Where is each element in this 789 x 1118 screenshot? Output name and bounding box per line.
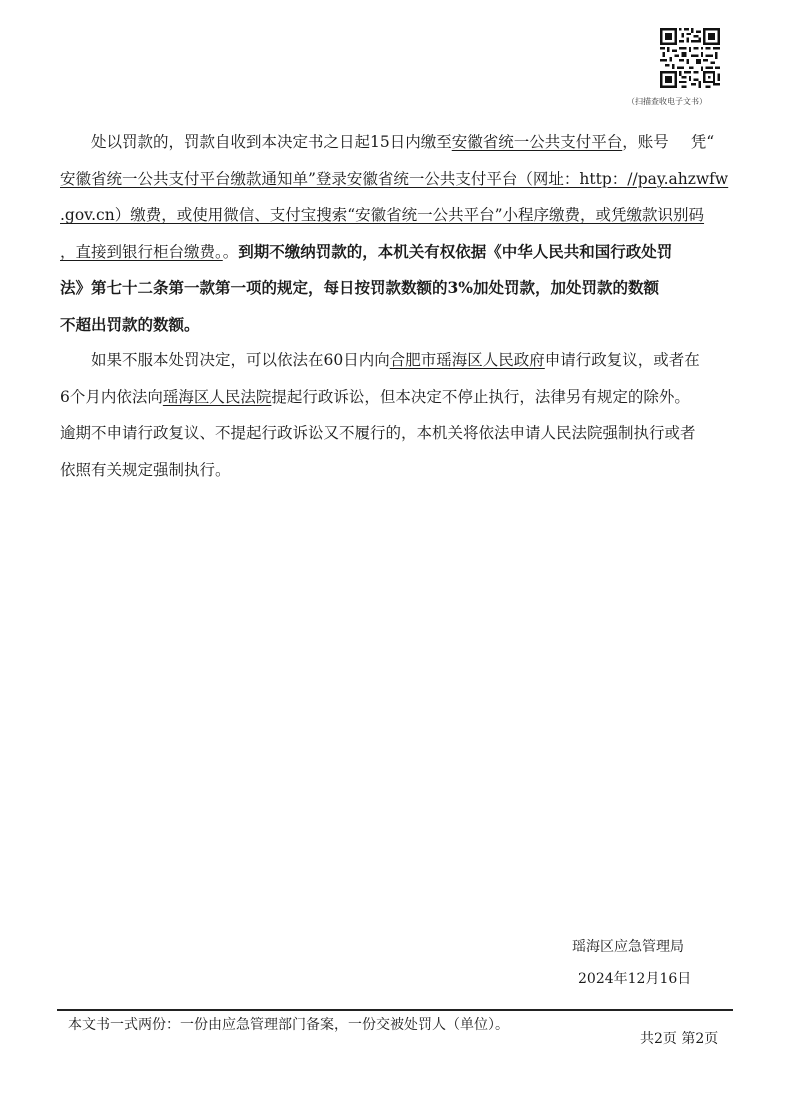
- text-segment: 申请行政复议，或者在: [544, 351, 700, 369]
- text-segment: 到期不缴纳罚款的，本机关有权依据《中华人民共和国行政处罚: [238, 241, 673, 261]
- text-segment: 凭“: [690, 133, 715, 151]
- review-authority-name: 合肥市瑶海区人民政府: [389, 351, 545, 369]
- payment-platform-name: 安徽省统一公共支付平台: [451, 133, 623, 151]
- issue-date: 2024年12月16日: [578, 971, 692, 987]
- text-segment: 。: [222, 242, 239, 261]
- issuing-authority: 瑶海区应急管理局: [572, 939, 684, 955]
- qr-caption: （扫描查收电子文书）: [627, 97, 707, 106]
- payment-line-6: 不超出罚款的数额。: [60, 314, 200, 334]
- payment-line-3: .gov.cn）缴费，或使用微信、支付宝搜索“安徽省统一公共平台”小程序缴费，或凭缴款识别码: [60, 206, 705, 225]
- footer-note: 本文书一式两份：一份由应急管理部门备案，一份交被处罚人（单位）。: [68, 1017, 509, 1033]
- court-name: 瑶海区人民法院: [162, 387, 272, 406]
- text-segment: 如果不服本处罚决定，可以依法在60日内向: [91, 351, 390, 369]
- appeal-line-1: [60, 342, 732, 379]
- footer-divider: [57, 1009, 733, 1011]
- qr-code-block: [612, 28, 722, 107]
- payment-line-5: 法》第七十二条第一款第一项的规定，每日按罚款数额的3%加处罚款，加处罚款的数额: [60, 278, 660, 298]
- payment-line-4: [60, 234, 732, 271]
- text-segment: ，账号: [622, 133, 669, 151]
- qr-code-icon[interactable]: [660, 28, 720, 88]
- appeal-line-2: [60, 379, 732, 416]
- payment-line-2: 安徽省统一公共支付平台缴款通知单”登录安徽省统一公共支付平台（网址：http：//pay.ahzwfw: [60, 169, 729, 188]
- text-segment: 处以罚款的，罚款自收到本决定书之日起15日内缴至: [91, 133, 452, 151]
- appeal-line-3: 逾期不申请行政复议、不提起行政诉讼又不履行的，本机关将依法申请人民法院强制执行或者: [60, 424, 696, 443]
- appeal-line-4: 依照有关规定强制执行。: [60, 460, 231, 479]
- text-segment: 提起行政诉讼，但本决定不停止执行，法律另有规定的除外。: [271, 387, 690, 406]
- text-segment: ，直接到银行柜台缴费。: [60, 242, 223, 261]
- text-segment: 6个月内依法向: [60, 387, 163, 406]
- page-number: 共2页 第2页: [640, 1031, 719, 1047]
- appeal-paragraph: [60, 342, 732, 488]
- payment-paragraph: [60, 124, 732, 344]
- payment-line-1: [60, 124, 732, 161]
